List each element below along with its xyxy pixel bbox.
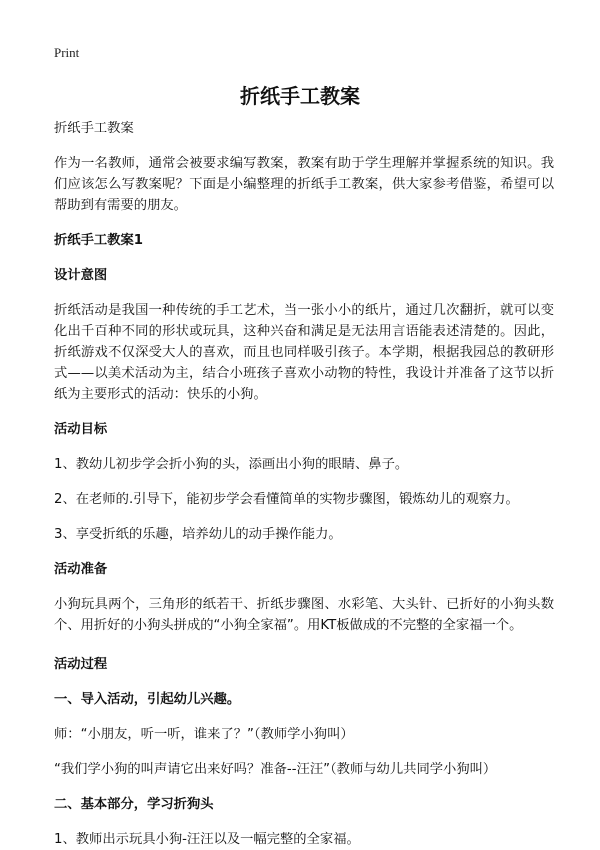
step1-heading: 一、导入活动，引起幼儿兴趣。 [54,692,241,707]
design-paragraph: 折纸活动是我国一种传统的手工艺术，当一张小小的纸片，通过几次翻折，就可以变化出千百种不同的形状或玩具，这种兴奋和满足是无法用言语能表述清楚的。因此，折纸游戏不仅深受大人的喜欢，而且也同样吸引孩子。本学期，根据我园总的教研形式——以美术活动为主，结合小班孩子喜欢小动物的特性，我设计并准备了这节以折纸为主要形式的活动：快乐的小狗。 [54,303,554,402]
goal-item: 3、享受折纸的乐趣，培养幼儿的动手操作能力。 [54,527,342,542]
goal-item: 2、在老师的.引导下，能初步学会看懂简单的实物步骤图，锻炼幼儿的观察力。 [54,492,519,507]
design-heading: 设计意图 [54,268,108,283]
step2-heading: 二、基本部分，学习折狗头 [54,797,214,812]
page-title: 折纸手工教案 [240,84,360,108]
prep-heading: 活动准备 [54,562,108,577]
step1-line: “我们学小狗的叫声请它出来好吗？准备--汪汪”（教师与幼儿共同学小狗叫） [54,762,497,777]
process-heading: 活动过程 [54,657,108,672]
document-body [54,118,554,850]
section-heading: 折纸手工教案1 [54,233,144,248]
prep-paragraph: 小狗玩具两个，三角形的纸若干、折纸步骤图、水彩笔、大头针、已折好的小狗头数个、用折好的小狗头拼成的“小狗全家福”。用KT板做成的不完整的全家福一个。 [54,597,554,633]
goals-heading: 活动目标 [54,422,108,437]
intro-paragraph: 作为一名教师，通常会被要求编写教案，教案有助于学生理解并掌握系统的知识。我们应该怎么写教案呢？下面是小编整理的折纸手工教案，供大家参考借鉴，希望可以帮助到有需要的朋友。 [54,156,554,213]
print-label: Print [54,45,80,60]
subtitle: 折纸手工教案 [54,121,134,136]
step2-line: 1、教师出示玩具小狗-汪汪以及一幅完整的全家福。 [54,832,360,847]
goal-item: 1、教幼儿初步学会折小狗的头，添画出小狗的眼睛、鼻子。 [54,457,409,472]
step1-line: 师：“小朋友，听一听，谁来了？”（教师学小狗叫） [54,727,354,742]
